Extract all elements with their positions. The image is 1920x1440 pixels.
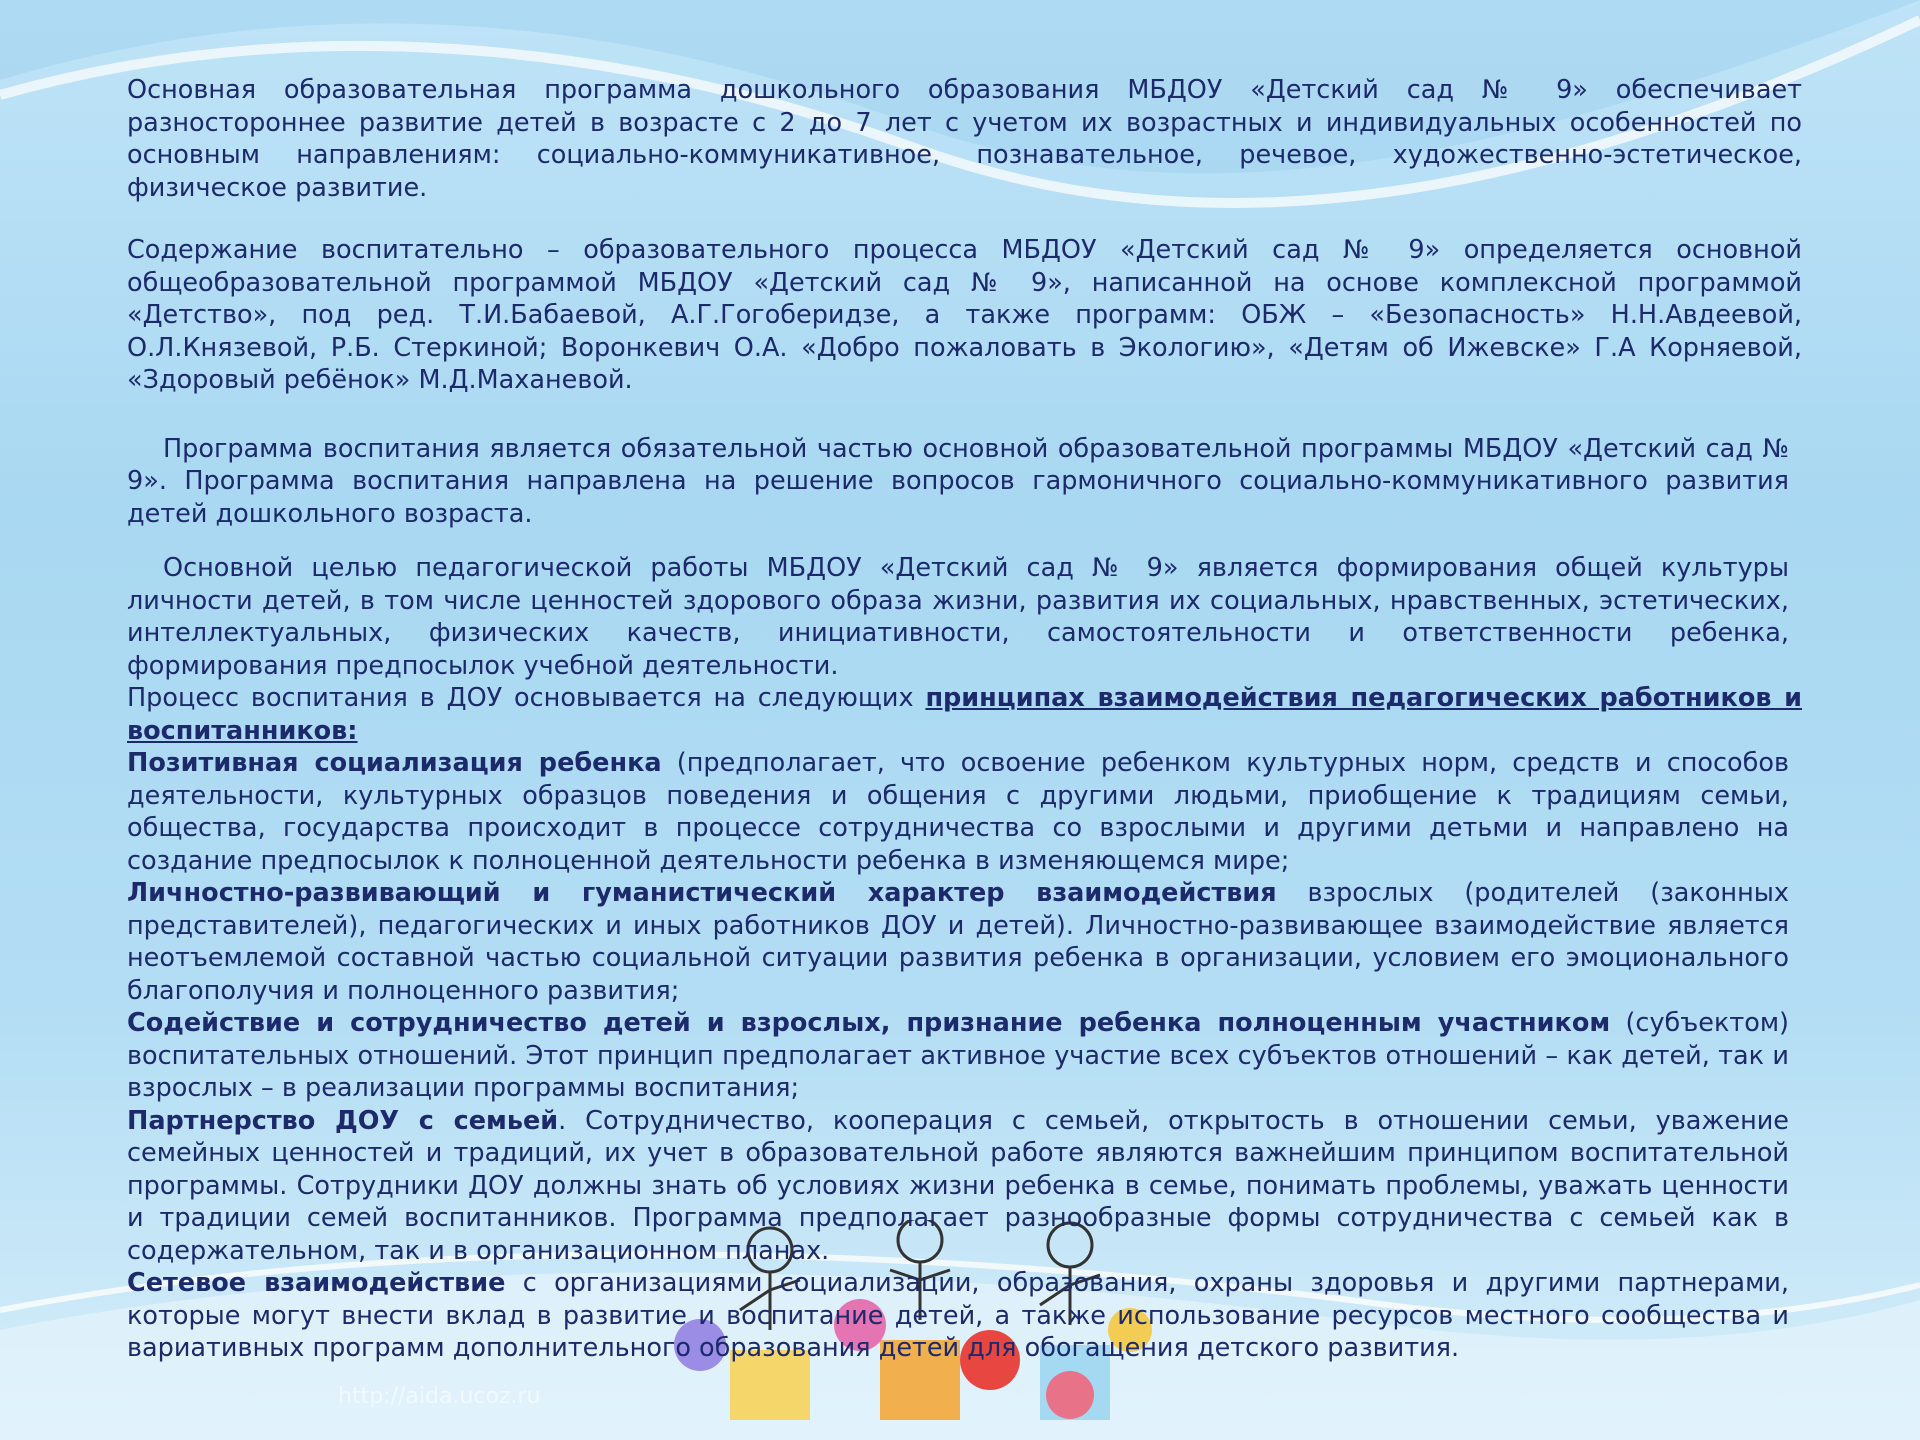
principle-text: (предполагает, что освоение ребенком культурных норм, средств и способов деятельности, культурных образцов поведения и общения с другими людьми, приобщение к традициям семьи, общества, государства происходит в процессе сотрудничества со взрослыми и другими детьми и направлено на создание предпосылок к полноценной деятельности ребенка в изменяющемся мире; (127, 748, 1789, 876)
paragraph-program-overview: Основная образовательная программа дошкольного образования МБДОУ «Детский сад № 9» обеспечивает разностороннее развитие детей в возрасте с 2 до 7 лет с учетом их возрастных и индивидуальных особенностей по основным направлениям: социально-коммуникативное, познавательное, речевое, художественно-эстетическое, физическое развитие. (127, 75, 1802, 203)
principle-title: Позитивная социализация ребенка (127, 748, 662, 778)
principle-personal-development (127, 877, 1789, 1007)
principle-text: . Сотрудничество, кооперация с семьей, открытость в отношении семьи, уважение семейных ценностей и традиций, их учет в образовательной работе являются важнейшим принципом воспитательной программы. Сотрудники ДОУ должны знать об условиях жизни ребенка в семье, понимать проблемы, уважать ценности и традиции семей воспитанников. Программа предполагает разнообразные формы сотрудничества с семьей как в содержательном, так и в организационном планах. (127, 1105, 1789, 1266)
principle-text: с организациями социализации, образования, охраны здоровья и другими партнерами, которые могут внести вклад в развитие и воспитание детей, а также использование ресурсов местного сообщества и вариативных программ дополнительного образования детей для обогащения детского развития. (127, 1268, 1789, 1363)
principle-network-interaction (127, 1267, 1789, 1365)
paragraph-main-goal: Основной целью педагогической работы МБДОУ «Детский сад № 9» является формирования общей культуры личности детей, в том числе ценностей здорового образа жизни, развития их социальных, нравственных, эстетических, интеллектуальных, физических качеств, инициативности, самостоятельности и ответственности ребенка, формирования предпосылок учебной деятельности. (127, 553, 1789, 681)
paragraph-educational-content: Содержание воспитательно – образовательного процесса МБДОУ «Детский сад № 9» определяется основной общеобразовательной программой МБДОУ «Детский сад № 9», написанной на основе комплексной программой «Детство», под ред. Т.И.Бабаевой, А.Г.Гогоберидзе, а также программ: ОБЖ – «Безопасность» Н.Н.Авдеевой, О.Л.Князевой, Р.Б. Стеркиной; Воронкевич О.А. «Добро пожаловать в Экологию», «Детям об Ижевске» Г.А Корняевой, «Здоровый ребёнок» М.Д.Маханевой. (127, 235, 1802, 395)
principle-title: Содействие и сотрудничество детей и взрослых, признание ребенка полноценным участником (127, 1008, 1611, 1038)
principle-cooperation (127, 1007, 1789, 1105)
watermark: http://aida.ucoz.ru (338, 1384, 541, 1409)
paragraph-upbringing-program: Программа воспитания является обязательной частью основной образовательной программы МБДОУ «Детский сад № 9». Программа воспитания направлена на решение вопросов гармоничного социально-коммуникативного развития детей дошкольного возраста. (127, 433, 1789, 529)
principle-family-partnership (127, 1105, 1789, 1268)
principle-text: (субъектом) воспитательных отношений. Этот принцип предполагает активное участие всех субъектов отношений – как детей, так и взрослых – в реализации программы воспитания; (127, 1008, 1790, 1103)
document-body (127, 74, 1802, 1365)
principle-positive-socialization (127, 747, 1789, 877)
principle-title: Сетевое взаимодействие (127, 1268, 506, 1298)
paragraph-principles-intro (127, 682, 1802, 747)
principle-title: Партнерство ДОУ с семьей (127, 1105, 559, 1136)
principles-link[interactable]: принципах взаимодействия педагогических работников и воспитанников: (127, 683, 1802, 746)
principle-text: взрослых (родителей (законных представителей), педагогических и иных работников ДОУ и детей). Личностно-развивающее взаимодействие является неотъемлемой составной частью социальной ситуации развития ребенка в организации, условием его эмоционального благополучия и полноценного развития; (127, 878, 1789, 1006)
principles-intro-text: Процесс воспитания в ДОУ основывается на следующих (127, 683, 926, 713)
principle-title: Личностно-развивающий и гуманистический характер взаимодействия (127, 878, 1277, 908)
